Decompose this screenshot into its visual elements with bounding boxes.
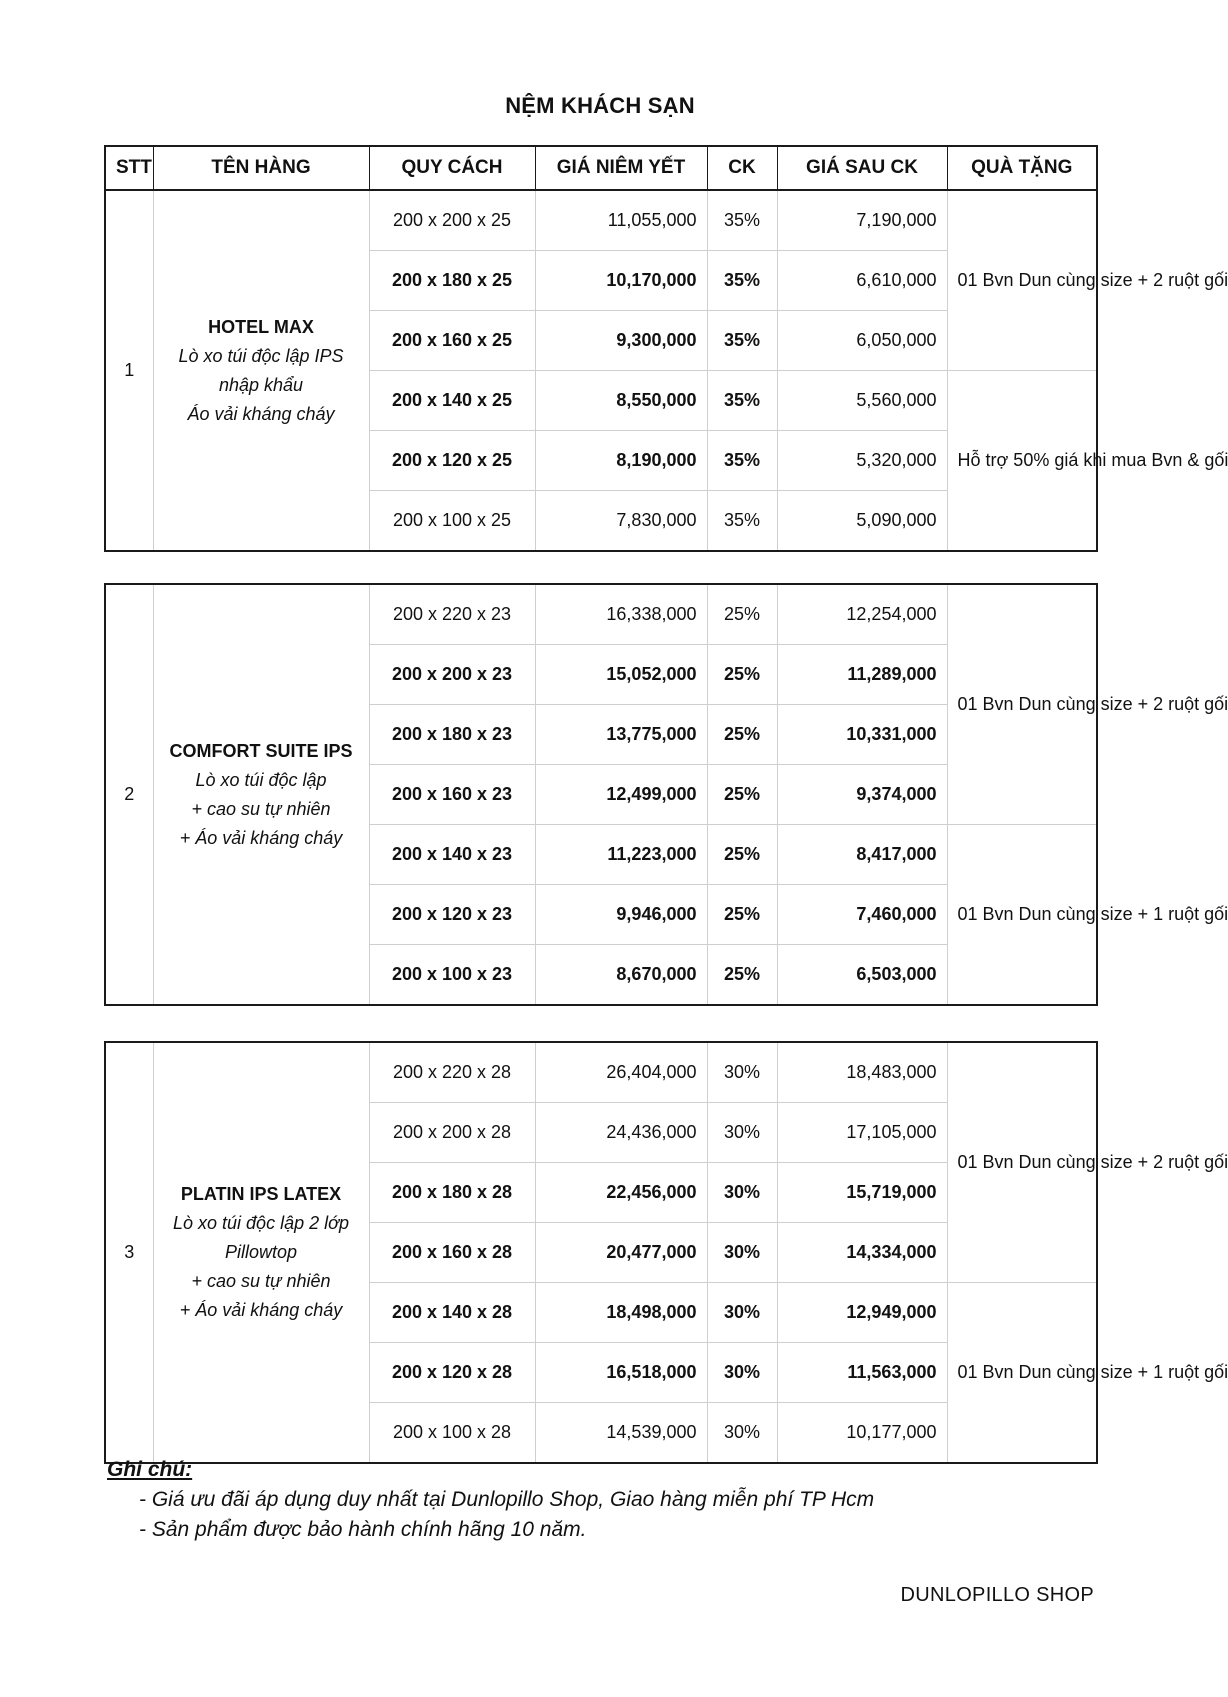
discount-cell: 30%	[707, 1223, 777, 1283]
list-price-cell: 15,052,000	[535, 645, 707, 705]
net-price-cell: 6,050,000	[777, 311, 947, 371]
gift-cell: 01 Bvn Dun cùng size + 2 ruột gối	[947, 1042, 1097, 1283]
discount-cell: 25%	[707, 705, 777, 765]
product-description: Lò xo túi độc lập 2 lớp	[173, 1213, 349, 1233]
net-price-cell: 10,331,000	[777, 705, 947, 765]
product-table	[104, 583, 1228, 1006]
size-cell: 200 x 160 x 23	[369, 765, 535, 825]
discount-cell: 30%	[707, 1283, 777, 1343]
row-number: 2	[105, 584, 153, 1005]
discount-cell: 30%	[707, 1403, 777, 1464]
product-description: Lò xo túi độc lập IPS	[178, 345, 344, 366]
list-price-cell: 11,055,000	[535, 190, 707, 251]
net-price-cell: 14,334,000	[777, 1223, 947, 1283]
net-price-cell: 5,320,000	[777, 431, 947, 491]
discount-cell: 35%	[707, 371, 777, 431]
product-description: + cao su tự nhiên	[191, 1271, 331, 1291]
net-price-cell: 11,563,000	[777, 1343, 947, 1403]
net-price-cell: 15,719,000	[777, 1163, 947, 1223]
notes-title: Ghi chú:	[107, 1458, 193, 1481]
size-cell: 200 x 180 x 25	[369, 251, 535, 311]
discount-cell: 25%	[707, 645, 777, 705]
column-header: STT	[105, 146, 153, 190]
product-description: + cao su tự nhiên	[191, 798, 331, 819]
discount-cell: 35%	[707, 251, 777, 311]
product-description: Pillowtop	[224, 1242, 298, 1262]
product-description: Áo vải kháng cháy	[187, 403, 335, 424]
product-table	[104, 145, 1228, 552]
net-price-cell: 11,289,000	[777, 645, 947, 705]
gift-cell: Hỗ trợ 50% giá khi mua Bvn & gối	[947, 371, 1097, 552]
shop-footer: DUNLOPILLO SHOP	[900, 1584, 1094, 1606]
size-cell: 200 x 160 x 25	[369, 311, 535, 371]
list-price-cell: 26,404,000	[535, 1042, 707, 1103]
net-price-cell: 10,177,000	[777, 1403, 947, 1464]
product-description: + Áo vải kháng cháy	[179, 827, 343, 848]
size-cell: 200 x 180 x 23	[369, 705, 535, 765]
product-name-cell	[153, 190, 369, 551]
net-price-cell: 8,417,000	[777, 825, 947, 885]
size-cell: 200 x 120 x 28	[369, 1343, 535, 1403]
list-price-cell: 11,223,000	[535, 825, 707, 885]
list-price-cell: 22,456,000	[535, 1163, 707, 1223]
discount-cell: 35%	[707, 311, 777, 371]
list-price-cell: 8,550,000	[535, 371, 707, 431]
size-cell: 200 x 140 x 28	[369, 1283, 535, 1343]
net-price-cell: 18,483,000	[777, 1042, 947, 1103]
product-table	[104, 1041, 1228, 1464]
gift-cell: 01 Bvn Dun cùng size + 2 ruột gối	[947, 190, 1097, 371]
size-cell: 200 x 200 x 25	[369, 190, 535, 251]
size-cell: 200 x 200 x 23	[369, 645, 535, 705]
size-cell: 200 x 180 x 28	[369, 1163, 535, 1223]
discount-cell: 25%	[707, 765, 777, 825]
page-title: NỆM KHÁCH SẠN	[505, 93, 695, 118]
discount-cell: 35%	[707, 431, 777, 491]
size-cell: 200 x 220 x 23	[369, 584, 535, 645]
list-price-cell: 14,539,000	[535, 1403, 707, 1464]
product-name-cell	[153, 1042, 369, 1463]
discount-cell: 30%	[707, 1163, 777, 1223]
header-row	[105, 146, 1097, 190]
table-row	[105, 584, 1097, 645]
size-cell: 200 x 220 x 28	[369, 1042, 535, 1103]
product-description: + Áo vải kháng cháy	[179, 1300, 343, 1320]
net-price-cell: 17,105,000	[777, 1103, 947, 1163]
discount-cell: 25%	[707, 584, 777, 645]
net-price-cell: 9,374,000	[777, 765, 947, 825]
size-cell: 200 x 120 x 23	[369, 885, 535, 945]
notes	[107, 1458, 874, 1542]
list-price-cell: 8,670,000	[535, 945, 707, 1006]
list-price-cell: 12,499,000	[535, 765, 707, 825]
discount-cell: 30%	[707, 1343, 777, 1403]
discount-cell: 25%	[707, 885, 777, 945]
list-price-cell: 24,436,000	[535, 1103, 707, 1163]
gift-cell: 01 Bvn Dun cùng size + 1 ruột gối	[947, 825, 1097, 1006]
column-header: QUY CÁCH	[369, 146, 535, 190]
list-price-cell: 13,775,000	[535, 705, 707, 765]
product-name: COMFORT SUITE IPS	[169, 740, 353, 761]
net-price-cell: 5,560,000	[777, 371, 947, 431]
product-name: PLATIN IPS LATEX	[180, 1184, 342, 1204]
discount-cell: 30%	[707, 1042, 777, 1103]
size-cell: 200 x 200 x 28	[369, 1103, 535, 1163]
product-description: Lò xo túi độc lập	[195, 769, 327, 790]
discount-cell: 35%	[707, 190, 777, 251]
discount-cell: 25%	[707, 825, 777, 885]
list-price-cell: 20,477,000	[535, 1223, 707, 1283]
table-row	[105, 1042, 1097, 1103]
net-price-cell: 7,460,000	[777, 885, 947, 945]
net-price-cell: 12,254,000	[777, 584, 947, 645]
product-name: HOTEL MAX	[208, 316, 314, 337]
size-cell: 200 x 120 x 25	[369, 431, 535, 491]
column-header: GIÁ NIÊM YẾT	[535, 146, 707, 190]
row-number: 1	[105, 190, 153, 551]
row-number: 3	[105, 1042, 153, 1463]
note-line: - Giá ưu đãi áp dụng duy nhất tại Dunlopillo Shop, Giao hàng miễn phí TP Hcm	[139, 1488, 875, 1511]
column-header: GIÁ SAU CK	[777, 146, 947, 190]
list-price-cell: 10,170,000	[535, 251, 707, 311]
size-cell: 200 x 100 x 23	[369, 945, 535, 1006]
net-price-cell: 6,610,000	[777, 251, 947, 311]
column-header: TÊN HÀNG	[153, 146, 369, 190]
discount-cell: 25%	[707, 945, 777, 1006]
size-cell: 200 x 140 x 25	[369, 371, 535, 431]
discount-cell: 35%	[707, 491, 777, 552]
list-price-cell: 7,830,000	[535, 491, 707, 552]
table-row	[105, 190, 1097, 251]
note-line: - Sản phẩm được bảo hành chính hãng 10 năm.	[139, 1518, 587, 1541]
column-header: QUÀ TẶNG	[947, 146, 1097, 190]
gift-cell: 01 Bvn Dun cùng size + 1 ruột gối	[947, 1283, 1097, 1464]
size-cell: 200 x 100 x 28	[369, 1403, 535, 1464]
net-price-cell: 5,090,000	[777, 491, 947, 552]
size-cell: 200 x 140 x 23	[369, 825, 535, 885]
list-price-cell: 18,498,000	[535, 1283, 707, 1343]
size-cell: 200 x 160 x 28	[369, 1223, 535, 1283]
list-price-cell: 9,946,000	[535, 885, 707, 945]
product-description: nhập khẩu	[218, 374, 304, 395]
net-price-cell: 6,503,000	[777, 945, 947, 1006]
list-price-cell: 16,518,000	[535, 1343, 707, 1403]
discount-cell: 30%	[707, 1103, 777, 1163]
size-cell: 200 x 100 x 25	[369, 491, 535, 552]
net-price-cell: 7,190,000	[777, 190, 947, 251]
list-price-cell: 9,300,000	[535, 311, 707, 371]
net-price-cell: 12,949,000	[777, 1283, 947, 1343]
gift-cell: 01 Bvn Dun cùng size + 2 ruột gối	[947, 584, 1097, 825]
list-price-cell: 16,338,000	[535, 584, 707, 645]
column-header: CK	[707, 146, 777, 190]
list-price-cell: 8,190,000	[535, 431, 707, 491]
product-name-cell	[153, 584, 369, 1005]
